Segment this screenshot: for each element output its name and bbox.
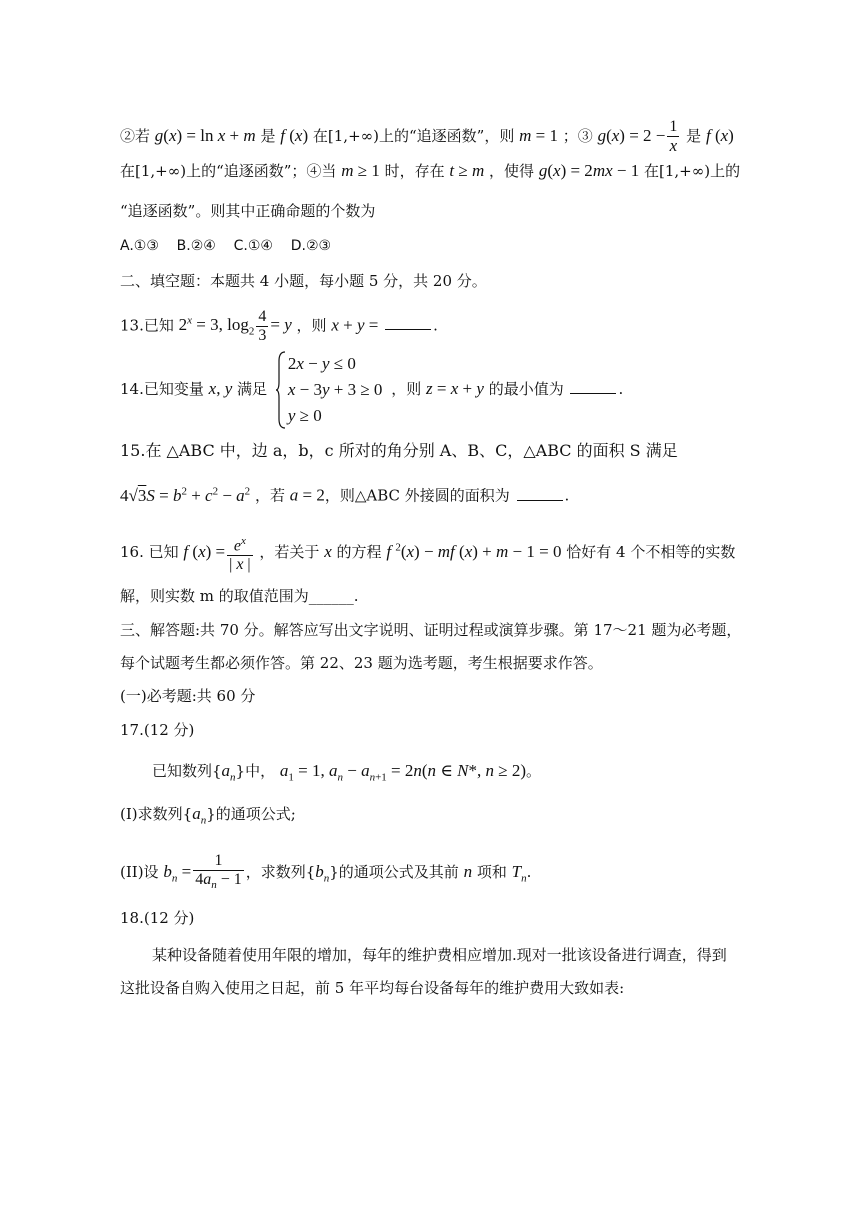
- q17-text: }的通项公式及其前: [329, 863, 459, 881]
- q16-text: ，若关于: [259, 543, 320, 562]
- q12-options: A.①③ B.②④ C.①④ D.②③: [120, 238, 332, 254]
- constraint-1: 2x − y ≤ 0: [287, 354, 356, 373]
- q12-text: 是: [260, 126, 276, 145]
- q17-text: ，求数列{: [245, 863, 316, 881]
- q12-line-2: [120, 161, 740, 181]
- q17-text: 已知数列{: [152, 762, 222, 780]
- q12-line-3: “追逐函数”。则其中正确命题的个数为: [120, 202, 376, 220]
- seq-a: $a_n$: [192, 804, 207, 827]
- q14-text: 满足: [237, 380, 268, 398]
- section-3-line-3: (一)必考题:共 60 分: [120, 687, 256, 705]
- formula-f: f (x): [705, 125, 734, 145]
- section-3-line-1: 三、解答题:共 70 分。解答应写出文字说明、证明过程或演算步骤。第 17～21 题为必考题，: [120, 621, 742, 639]
- q16-line-1: [120, 532, 735, 574]
- formula-g-ln: g(x) = ln x + m: [154, 125, 256, 145]
- q17-part-1: [120, 804, 296, 830]
- q13: [120, 308, 438, 345]
- left-brace-icon: [276, 351, 286, 429]
- q12-line-1: [120, 118, 734, 156]
- q16-function: f (x) = $\frac{e^x}{| x |}$: [183, 535, 251, 574]
- var-n: n: [463, 862, 473, 881]
- q14: [120, 350, 623, 429]
- q12-text: ②若: [120, 126, 151, 145]
- q13-end: .: [433, 316, 438, 335]
- q13-text: 13.已知: [120, 316, 174, 335]
- q17-stem: [152, 761, 541, 787]
- q12-text: 时，存在: [384, 162, 445, 180]
- answer-blank: [517, 486, 563, 501]
- q16-text: 恰好有 4 个不相等的实数: [566, 543, 736, 562]
- formula-g-linear: g(x) = 2mx − 1: [538, 161, 640, 180]
- q15-a-eq-2: a = 2: [289, 485, 325, 505]
- q17-recurrence: $a_1 = 1$, $a_n - a_{n+1} = 2n(n$ ∈ N*, n ≥ 2): [279, 761, 526, 784]
- q17-text: }中，: [235, 762, 276, 780]
- answer-blank: [385, 315, 431, 330]
- answer-blank: [570, 379, 616, 394]
- q18-line-2: 这批设备自购入使用之日起，前 5 年平均每台设备每年的维护费用大致如表:: [120, 979, 625, 997]
- q14-text: 14.已知变量: [120, 380, 204, 398]
- q12-text: 在[1,+∞)上的: [644, 162, 741, 180]
- section-3-line-2: 每个试题考生都必须作答。第 22、23 题为选考题，考生根据要求作答。: [120, 654, 603, 672]
- constraint-3: y ≥ 0: [287, 406, 322, 425]
- sum-T: $T_n$: [511, 862, 527, 885]
- q15-formula: $4√3S = b^2 + c^2 - a^2$: [120, 485, 251, 505]
- q17-part-2: [120, 852, 531, 894]
- formula-m-ge-1: m ≥ 1: [341, 161, 380, 180]
- q17-text: 项和: [476, 863, 507, 881]
- q15-end: .: [564, 486, 570, 505]
- q12-text: 在[1,+∞)上的“追逐函数”；④当: [120, 162, 337, 180]
- q16-line-2: 解，则实数 m 的取值范围为______.: [120, 587, 359, 605]
- section-2-heading: 二、填空题：本题共 4 小题，每小题 5 分，共 20 分。: [120, 272, 487, 290]
- q17-heading: 17.(12 分): [120, 721, 195, 739]
- q16-text: 16. 已知: [120, 543, 179, 562]
- q17-text: (II)设: [120, 863, 159, 881]
- q17-text: .: [526, 863, 532, 881]
- q15-text: ，若: [254, 486, 285, 505]
- constraint-system: [276, 351, 383, 429]
- formula-f: f (x): [280, 125, 309, 145]
- q16-equation: f $^2$(x) − mf (x) + m − 1 = 0: [386, 541, 562, 562]
- q12-text: ，使得: [489, 162, 535, 180]
- formula-t-ge-m: t ≥ m: [449, 161, 485, 180]
- q18-line-1: 某种设备随着使用年限的增加，每年的维护费相应增加.现对一批该设备进行调查，得到: [152, 946, 727, 964]
- q13-formula: $2^x = 3$, $\log_2$ $\frac{4}{3}$ = y: [178, 308, 292, 344]
- q14-objective: z = x + y: [426, 379, 484, 398]
- q12-text: 在[1,+∞)上的“追逐函数”，则: [312, 126, 515, 145]
- q14-end: .: [618, 380, 624, 398]
- formula-bn: $b_n$ = $\frac{1}{4a_n - 1}$: [163, 862, 245, 881]
- q14-text: ，则: [391, 380, 422, 398]
- q17-text: }的通项公式;: [206, 805, 296, 823]
- q15-text: ，则△ABC 外接圆的面积为: [324, 486, 510, 505]
- q13-x-plus-y: x + y =: [331, 315, 379, 335]
- seq-a: $a_n$: [221, 761, 236, 784]
- q14-vars: x, y: [208, 379, 233, 398]
- q17-text: (I)求数列{: [120, 805, 193, 823]
- q12-text: 是: [686, 126, 702, 145]
- q15-line-2: [120, 481, 569, 506]
- q14-text: 的最小值为: [488, 380, 564, 398]
- q16-x: x: [324, 542, 332, 562]
- q16-text: 的方程: [336, 543, 382, 562]
- q17-text: 。: [525, 762, 541, 780]
- constraint-2: x − 3y + 3 ≥ 0: [287, 380, 383, 399]
- q12-text: ；③: [562, 126, 593, 145]
- seq-b: $b_n$: [315, 862, 330, 885]
- q15-line-1: 15.在 △ABC 中，边 a，b，c 所对的角分别 A、B、C，△ABC 的面积 S 满足: [120, 441, 678, 460]
- q13-text: ，则: [296, 316, 327, 335]
- q18-heading: 18.(12 分): [120, 909, 195, 927]
- formula-m1: m = 1: [519, 125, 558, 145]
- formula-g-frac: g(x) = 2 − $\frac{1}{x}$: [597, 118, 678, 155]
